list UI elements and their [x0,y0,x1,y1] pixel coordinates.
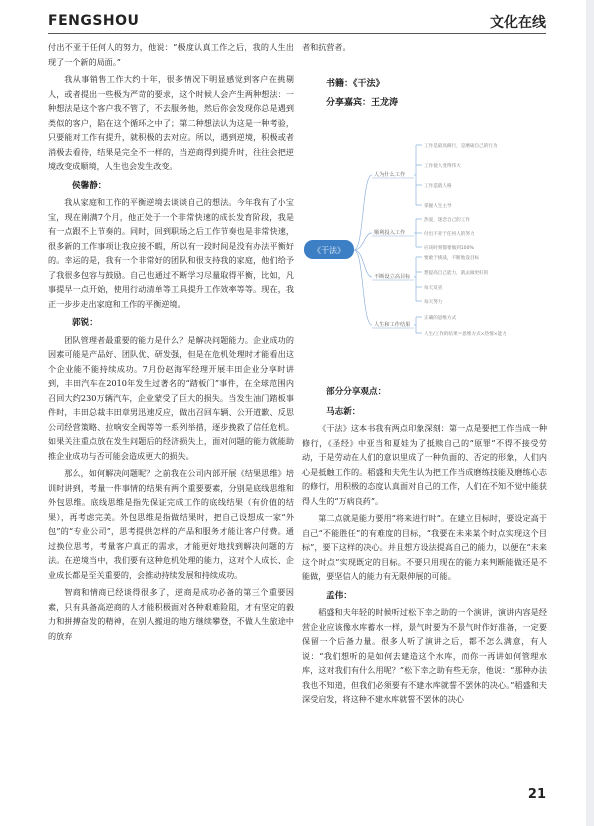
paragraph: 团队管理者最重要的能力是什么？是解决问题能力。企业成功的因素可能是产品好、团队优、研发强，但是在危机处理时才能看出这个企业能不能持续成功。7月份赵海军经理开展丰田企业分享时讲到，丰田汽车在2010年发生过著名的“踏板门”事件，在全球范围内召回大约230万辆汽车，企业蒙受了巨大的损失。当发生油门踏板事件时，丰田总裁丰田章男迅速反应，做出召回车辆、公开道歉、反思公司经营策略、拉响安全阀等等一系列举措，逐步挽救了信任危机。如果关注重点放在发生问题后的经济损失上，面对问题的能力就能助推企业成功与否可能会造成更大的损失。 [48,334,294,461]
mindmap-leaf: 应该时刻都要做到100% [424,245,474,251]
speaker-name: 侯馨静： [72,180,107,191]
mindmap-branch: 人为什么工作 [374,171,406,178]
speaker-name: 孟伟： [326,590,352,601]
guest-name: 分享嘉宾：王龙涛 [326,97,399,108]
speaker-name: 马志新： [326,406,361,417]
speaker-name: 郭锐： [72,318,98,328]
paragraph: 我从事销售工作大约十年，很多情况下明显感觉到客户在挑剔人，或者提出一些极为严苛的要求，这个时候人会产生两种想法：一种想法是这个客户我不管了，不去服务他，然后你会发现你总是遇到类似的客户，陷在这个循环之中了；第二种想法认为这是一种考验，只要能对工作有提升，就积极的去对应。所以，遇到逆境，积极或者消极去看待，结果是完全不一样的，当逆商得到提升时，往往会把逆境改变成顺境，人生也会发生改变。 [48,74,294,171]
mindmap-leaf: 想提高自己能力，就去做更好的 [424,270,489,276]
mind-map [302,115,547,373]
mindmap-leaf: 每天反省 [424,285,443,291]
paragraph: 第二点就是能力要用“将来进行时”。在建立目标时，要设定高于自己“不能胜任”的有难度的目标，“我要在未来某个时点实现这个目标”，要下这样的决心。并且想方设法提高自己的能力，以便在“未来这个时点”实现既定的目标。不要只用现在的能力来判断能做还是不能做，要坚信人的能力有无限伸展的可能。 [302,513,547,581]
paragraph: 那么，如何解决问题呢？之前我在公司内部开展《结果思维》培训时讲到，考量一件事情的结果有两个重要要素，分别是底线思维和外包思维。底线思维是指先保证完成工作的底线结果（有价值的结果），再考虑完美。外包思维是指做结果时，把自己设想成一家“外包”的“专业公司”，思考提供怎样的产品和服务才能让客户付费。通过换位思考，考量客户真正的需求，才能更好地找到解决问题的方法。在逆境当中，我们要有这种危机处理的能力，这对个人成长、企业成长都是至关重要的，会推动持续发展和持续成功。 [48,468,294,580]
section-title: 文化在线 [490,15,546,31]
mindmap-leaf: 正确的思维方式 [424,315,457,321]
mindmap-leaf: 工作使人变得伟大 [424,163,461,169]
paragraph: 智商和情商已经谈得很多了，逆商是成功必备的第三个重要因素，只有具备高逆商的人才能积极面对各种艰难险阻，才有坚定的毅力和拼搏奋发的精神，在别人搬退的地方继续攀登，不做人生旅途中的放弃 [48,587,294,641]
paragraph: 我从家庭和工作的平衡逆境去谈谈自己的想法。今年我有了小宝宝，现在刚满7个月，他正处于一个非常快速的成长发育阶段，我是有一点跟不上节奏的。同时，回到职场之后工作节奏也是非常快速，很多新的工作事项让我应接不暇，所以有一段时间是没有办法平衡好的。幸运的是，我有一个非常好的团队和很支持我的家庭，他们给予了我很多包容与鼓励。自己也通过不断学习尽量取得平衡，比如，凡事提早一点开始，使用行动清单等工具提升工作效率等等。现在，我正一步步走出家庭和工作的平衡逆境。 [48,197,294,309]
section-heading: 部分分享观点： [326,387,387,397]
header-rule [48,33,546,34]
mindmap-leaf: 付出不亚于任何人的努力 [424,231,475,237]
mindmap-leaf: 热爱，迷恋自己的工作 [424,217,470,223]
mindmap-branch: 不断设立高目标 [374,273,411,280]
paragraph: 稻盛和夫年轻的时候听过松下幸之助的一个演讲，演讲内容是经营企业应该像水库蓄水一样，景气时要为不景气时作好准备，一定要保留一个后备力量。很多人听了演讲之后，都不怎么满意，有人说：“我们想听的是如何去建造这个水库，而你一再讲如何管理水库，这对我们有什么用呢？”松下幸之助有些无奈，他说：“那种办法我也不知道，但我们必须要有不建水库就誓不罢休的决心。”稻盛和夫深受启发，将这种不建水库就誓不罢休的决心 [302,607,547,704]
page-edge-strip [586,0,594,826]
paragraph: 者和抗营者。 [302,42,351,52]
page-header [48,0,546,37]
paragraph: 《干法》这本书我有两点印象深刻：第一点是要把工作当成一种修行，《圣经》中亚当和夏娃为了抵赎自己的“原罪”不得不接受劳动，于是劳动在人们的意识里成了一种负面的、否定的形象，人们内心是抵触工作的。稻盛和夫先生认为把工作当成磨练技能及磨练心志的修行，用积极的态度认真面对自己的工作，人们在不知不觉中能获得人生的“万病良药”。 [302,423,547,506]
mindmap-root-label: 《干法》 [313,245,345,255]
mindmap-leaf: 工作是最高修行，是磨砺自己的行为 [424,143,498,149]
mindmap-leaf: 人生/工作的结果＝思维方式×热情×能力 [424,331,507,337]
magazine-brand: FENGSHOU [48,13,140,29]
mindmap-leaf: 掌握人生主导 [424,203,452,209]
right-column [302,40,547,707]
mindmap-branch: 顺利投入工作 [374,229,406,236]
mindmap-leaf: 要敢于挑战，不断地设目标 [424,255,480,261]
paragraph: 付出不亚于任何人的努力，他说：“极度认真工作之后，我的人生出现了一个新的局面。” [48,42,294,67]
page-number: 21 [527,787,546,802]
mindmap-leaf: 工作造就人格 [424,183,452,189]
left-column [48,40,294,643]
mindmap-branch: 人生和工作结果 [374,321,411,328]
mindmap-leaf: 每天努力 [424,299,443,305]
book-title: 书籍：《干法》 [326,78,385,89]
